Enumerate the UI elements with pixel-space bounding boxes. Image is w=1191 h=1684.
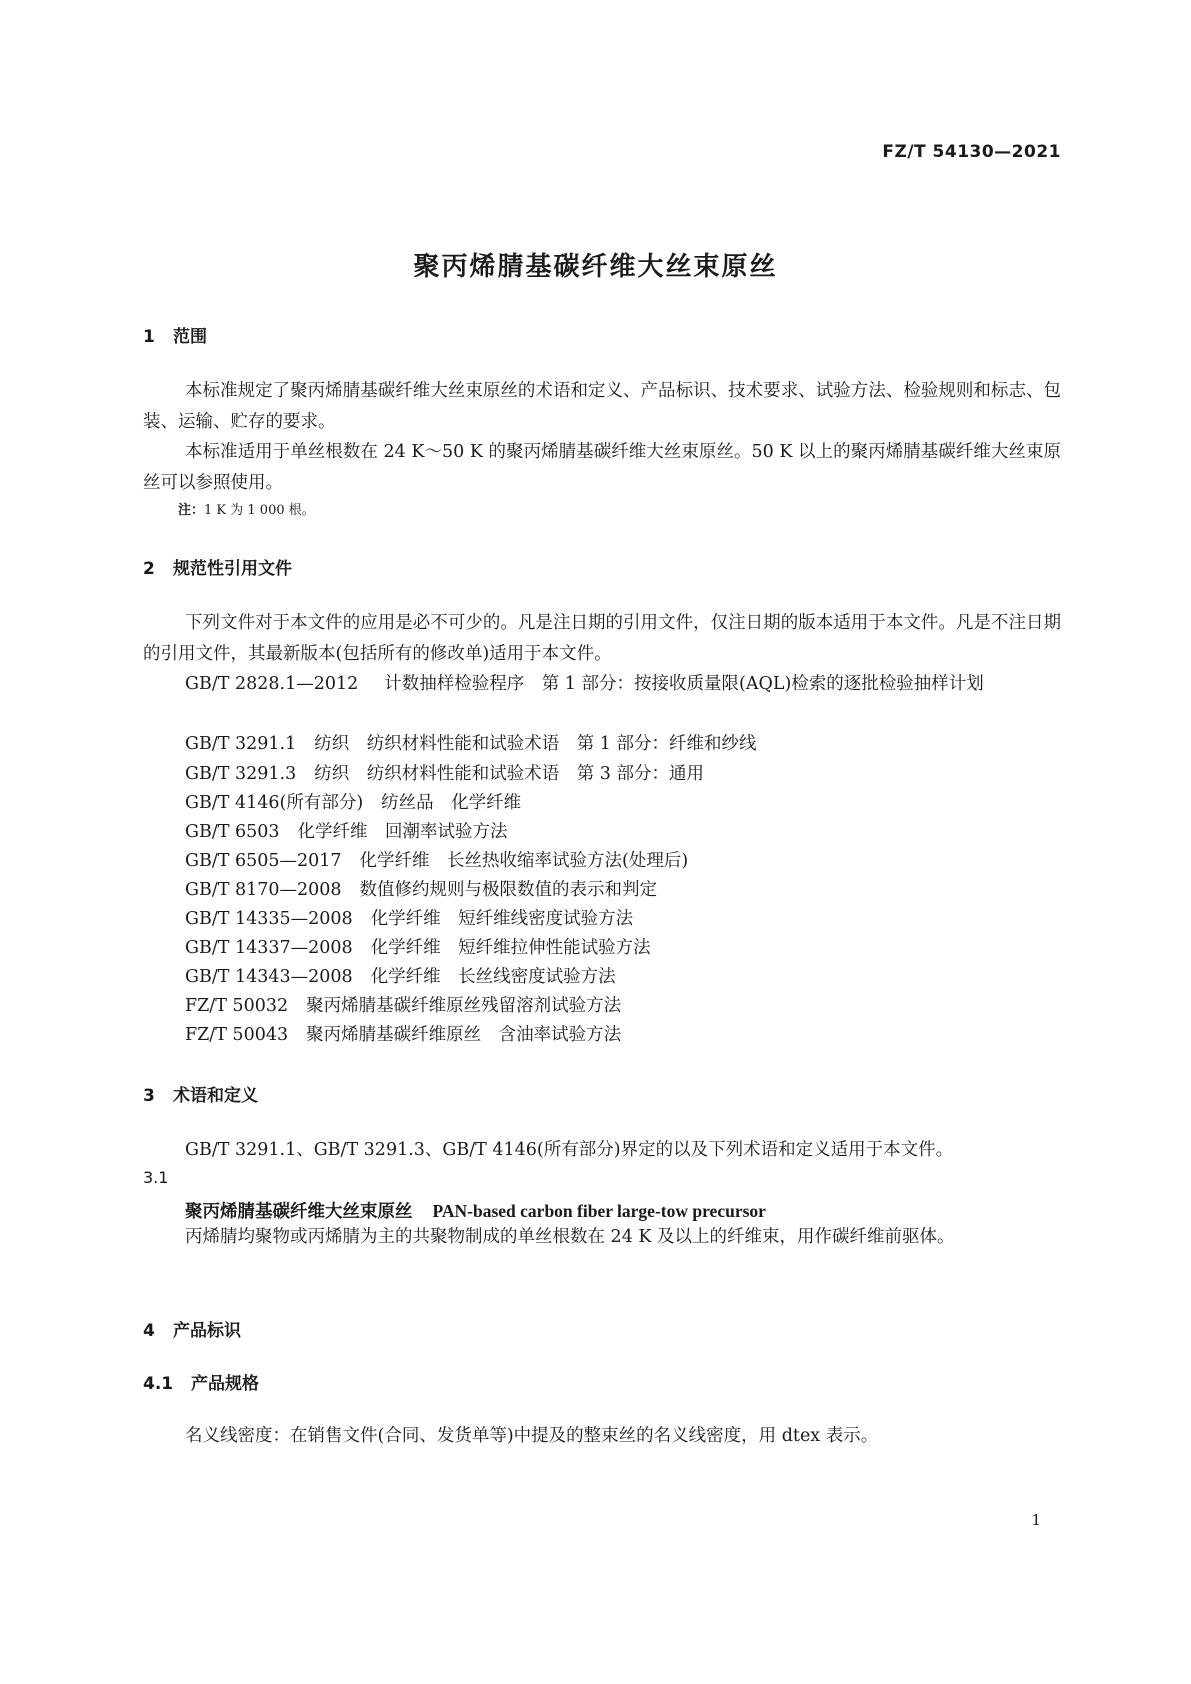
reference-entry (185, 963, 616, 988)
reference-code: GB/T 2828.1—2012 (185, 674, 359, 694)
reference-entry (185, 730, 756, 755)
reference-code: GB/T 6505—2017 (185, 851, 342, 871)
section-title: 术语和定义 (173, 1086, 258, 1106)
document-title: 聚丙烯腈基碳纤维大丝束原丝 (413, 252, 778, 282)
paragraph: 名义线密度：在销售文件(合同、发货单等)中提及的整束丝的名义线密度，用 dtex 表示。 (185, 1426, 879, 1446)
reference-code: GB/T 4146(所有部分) (185, 793, 364, 813)
term-heading (185, 1198, 766, 1223)
term-number: 3.1 (143, 1168, 169, 1187)
section-4-heading (143, 1316, 241, 1341)
section-3-heading (143, 1081, 258, 1106)
reference-code: GB/T 14343—2008 (185, 967, 353, 987)
section-title: 规范性引用文件 (173, 559, 292, 579)
section-number: 4 (143, 1321, 155, 1341)
reference-entry (143, 669, 1061, 700)
note (178, 499, 315, 518)
subsection-number: 4.1 (143, 1374, 174, 1394)
reference-entry (185, 818, 508, 843)
reference-code: GB/T 3291.1 (185, 734, 297, 754)
reference-title: 聚丙烯腈基碳纤维原丝残留溶剂试验方法 (306, 996, 622, 1016)
subsection-title: 产品规格 (191, 1374, 259, 1394)
subsection-4-1-heading (143, 1369, 259, 1394)
reference-title: 纺织 纺织材料性能和试验术语 第 1 部分：纤维和纱线 (314, 734, 757, 754)
reference-title: 化学纤维 长丝线密度试验方法 (370, 967, 616, 987)
reference-title: 化学纤维 短纤维线密度试验方法 (370, 909, 634, 929)
reference-entry (185, 789, 521, 814)
reference-entry (185, 760, 704, 785)
reference-title: 化学纤维 长丝热收缩率试验方法(处理后) (359, 851, 689, 871)
section-2-heading (143, 554, 292, 579)
paragraph-text: 本标准适用于单丝根数在 24 K～50 K 的聚丙烯腈基碳纤维大丝束原丝。50 K 以上的聚丙烯腈基碳纤维大丝束原丝可以参照使用。 (143, 442, 1061, 493)
paragraph-text: 下列文件对于本文件的应用是必不可少的。凡是注日期的引用文件，仅注日期的版本适用于本文件。凡是不注日期的引用文件，其最新版本(包括所有的修改单)适用于本文件。 (143, 613, 1061, 664)
reference-entry (185, 905, 633, 930)
section-number: 1 (143, 327, 155, 347)
reference-title: 数值修约规则与极限数值的表示和判定 (359, 880, 658, 900)
reference-code: GB/T 3291.3 (185, 764, 297, 784)
reference-entry (185, 992, 621, 1017)
reference-title: 聚丙烯腈基碳纤维原丝 含油率试验方法 (306, 1025, 622, 1045)
section-title: 产品标识 (173, 1321, 241, 1341)
paragraph (143, 608, 1061, 670)
reference-code: GB/T 6503 (185, 822, 280, 842)
section-title: 范围 (173, 327, 207, 347)
section-number: 3 (143, 1086, 155, 1106)
term-chinese: 聚丙烯腈基碳纤维大丝束原丝 (185, 1202, 413, 1222)
term-english: PAN-based carbon fiber large-tow precursor (432, 1201, 766, 1221)
reference-code: GB/T 14337—2008 (185, 938, 353, 958)
note-label: 注： (178, 503, 205, 518)
reference-code: GB/T 8170—2008 (185, 880, 342, 900)
standard-code: FZ/T 54130—2021 (882, 142, 1061, 162)
paragraph (143, 437, 1061, 499)
note-text: 1 K 为 1 000 根。 (204, 503, 315, 518)
reference-entry (185, 934, 651, 959)
reference-title: 化学纤维 短纤维拉伸性能试验方法 (370, 938, 651, 958)
paragraph (143, 376, 1061, 438)
reference-title: 纺织 纺织材料性能和试验术语 第 3 部分：通用 (314, 764, 704, 784)
reference-entry (185, 1021, 621, 1046)
reference-entry (185, 847, 688, 872)
reference-code: FZ/T 50032 (185, 996, 289, 1016)
reference-entry (185, 876, 657, 901)
section-1-heading (143, 322, 207, 347)
reference-title: 计数抽样检验程序 第 1 部分：按接收质量限(AQL)检索的逐批检验抽样计划 (384, 674, 984, 694)
reference-code: FZ/T 50043 (185, 1025, 289, 1045)
reference-title: 化学纤维 回潮率试验方法 (297, 822, 508, 842)
reference-title: 纺丝品 化学纤维 (381, 793, 522, 813)
page-number: 1 (1031, 1511, 1041, 1529)
paragraph-text: 丙烯腈均聚物或丙烯腈为主的共聚物制成的单丝根数在 24 K 及以上的纤维束，用作碳纤维前驱体。 (185, 1227, 955, 1247)
paragraph: GB/T 3291.1、GB/T 3291.3、GB/T 4146(所有部分)界定的以及下列术语和定义适用于本文件。 (185, 1140, 954, 1160)
reference-code: GB/T 14335—2008 (185, 909, 353, 929)
section-number: 2 (143, 559, 155, 579)
paragraph-text: 本标准规定了聚丙烯腈基碳纤维大丝束原丝的术语和定义、产品标识、技术要求、试验方法、检验规则和标志、包装、运输、贮存的要求。 (143, 381, 1061, 432)
term-definition (143, 1222, 1061, 1253)
